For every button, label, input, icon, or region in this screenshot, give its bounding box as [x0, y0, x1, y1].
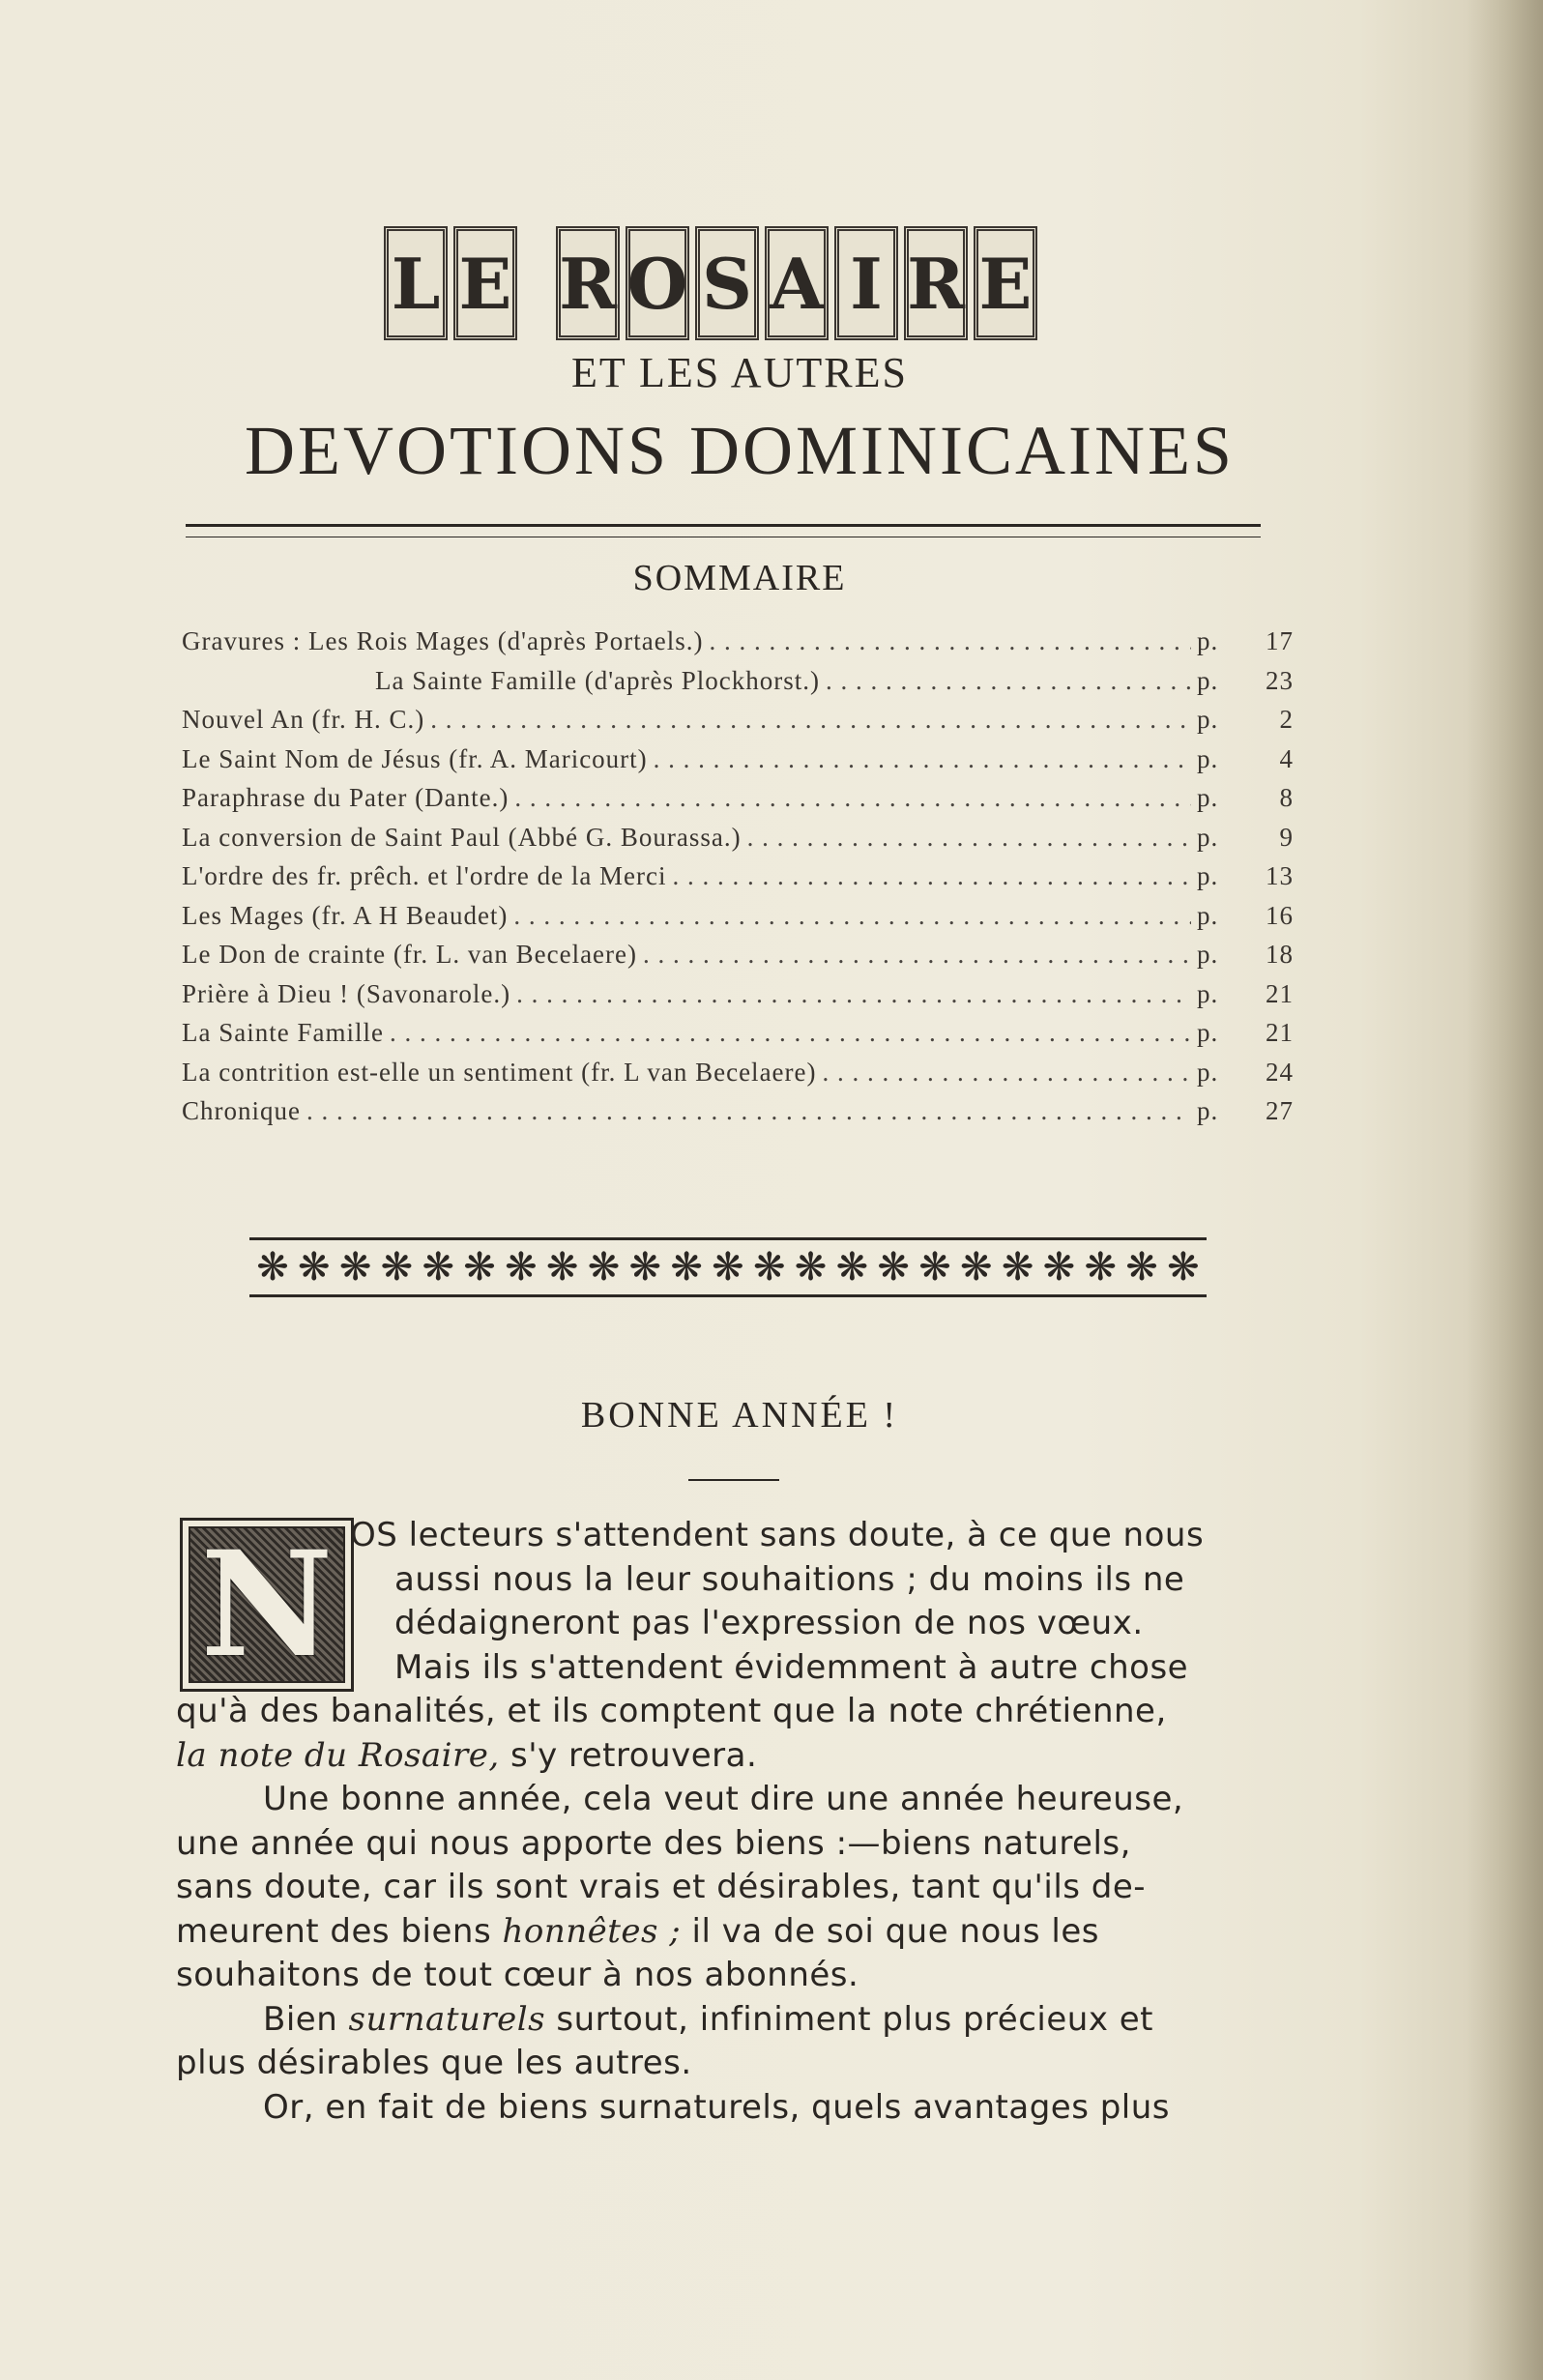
ornament-star-icon: ❋ [1001, 1245, 1034, 1290]
title-letter: R [556, 226, 620, 340]
toc-page-number: 17 [1266, 626, 1294, 655]
italic-phrase: honnêtes ; [502, 1911, 682, 1951]
double-rule-divider [186, 524, 1261, 537]
title-word-rosaire [556, 226, 1037, 340]
text-line-content: OS lecteurs s'attendent sans doute, à ce que nous [350, 1516, 1205, 1554]
toc-entry-title: Paraphrase du Pater (Dante.) [182, 783, 509, 812]
title-letter: O [626, 226, 689, 340]
toc-entry [182, 626, 1294, 666]
text-line-content: dédaigneront pas l'expression de nos vœux. [394, 1604, 1144, 1642]
toc-page-prefix: p. [1197, 743, 1219, 773]
toc-leader-dots [710, 626, 1192, 656]
toc-page-prefix: p. [1197, 978, 1219, 1008]
toc-page-number: 13 [1266, 861, 1294, 890]
ornament-star-icon: ❋ [1167, 1245, 1200, 1290]
sommaire-heading: SOMMAIRE [632, 558, 847, 598]
ornament-star-icon: ❋ [545, 1245, 579, 1290]
toc-leader-dots [823, 1058, 1192, 1088]
ornament-star-icon: ❋ [1042, 1245, 1076, 1290]
toc-page-prefix: p. [1197, 940, 1219, 969]
text-line-content: il va de soi que nous les [681, 1911, 1099, 1951]
toc-entry [182, 901, 1294, 941]
ornament-star-icon: ❋ [712, 1245, 744, 1290]
ornament-star-icon: ❋ [670, 1245, 703, 1290]
toc-page-number: 4 [1279, 743, 1294, 773]
toc-page-prefix: p. [1197, 861, 1219, 890]
title-letter: A [765, 226, 829, 340]
text-line [176, 1558, 1288, 1603]
toc-page-prefix: p. [1197, 1096, 1219, 1125]
toc-entry [182, 1096, 1294, 1136]
text-line-content: aussi nous la leur souhaitions ; du moins ils ne [394, 1559, 1185, 1599]
text-line-content: sans doute, car ils sont vrais et désirables, tant qu'ils de- [176, 1868, 1147, 1906]
toc-leader-dots [516, 979, 1191, 1009]
toc-page-number: 8 [1279, 783, 1294, 812]
toc-entry [182, 1058, 1294, 1097]
toc-leader-dots [306, 1096, 1191, 1126]
toc-page-prefix: p. [1197, 822, 1219, 852]
text-line-content: plus désirables que les autres. [176, 2044, 692, 2082]
text-line-content: une année qui nous apporte des biens :—biens naturels, [176, 1823, 1131, 1863]
text-line [176, 1998, 1288, 2043]
ornament-star-icon: ❋ [918, 1245, 951, 1290]
italic-phrase: la note du Rosaire, [176, 1735, 500, 1775]
text-line [176, 1778, 1288, 1822]
toc-page-number: 21 [1266, 978, 1294, 1008]
toc-page-number: 18 [1266, 940, 1294, 969]
ornament-star-icon: ❋ [1084, 1245, 1117, 1290]
text-line [176, 2042, 1288, 2086]
toc-entry-title: La contrition est-elle un sentiment (fr. L van Becelaere) [182, 1057, 817, 1087]
title-letter: I [834, 226, 898, 340]
ornament-star-icon: ❋ [794, 1245, 828, 1290]
toc-leader-dots [654, 744, 1191, 774]
text-line-content: Bien [263, 1999, 349, 2039]
text-line [176, 1910, 1288, 1955]
ornament-star-icon: ❋ [380, 1245, 414, 1290]
toc-entry [182, 979, 1294, 1019]
text-line-content: Mais ils s'attendent évidemment à autre chose [394, 1647, 1189, 1687]
toc-entry [182, 861, 1294, 901]
toc-entry-title: La conversion de Saint Paul (Abbé G. Bourassa.) [182, 822, 742, 852]
toc-entry [182, 705, 1294, 744]
ornament-star-icon: ❋ [960, 1245, 993, 1290]
text-line [176, 1602, 1288, 1646]
title-letter: R [904, 226, 968, 340]
toc-entry [182, 783, 1294, 823]
toc-page-number: 2 [1279, 705, 1294, 734]
toc-page-number: 27 [1266, 1096, 1294, 1125]
table-of-contents [182, 626, 1294, 1136]
short-rule-divider [688, 1479, 779, 1481]
title-letter: E [453, 226, 517, 340]
toc-entry [182, 744, 1294, 784]
ornament-star-icon: ❋ [587, 1245, 621, 1290]
text-line-content: s'y retrouvera. [499, 1735, 758, 1775]
text-line-content: Une bonne année, cela veut dire une année heureuse, [263, 1780, 1184, 1818]
ornament-star-icon: ❋ [835, 1245, 869, 1290]
article-body [176, 1514, 1288, 2130]
title-letter: L [384, 226, 448, 340]
text-line-content: meurent des biens [176, 1911, 503, 1951]
toc-leader-dots [643, 940, 1191, 970]
toc-page-number: 9 [1279, 822, 1294, 852]
toc-entry-title: Prière à Dieu ! (Savonarole.) [182, 978, 511, 1008]
toc-leader-dots [826, 666, 1191, 696]
ornament-star-icon: ❋ [1125, 1245, 1158, 1290]
toc-page-number: 23 [1266, 665, 1294, 695]
toc-entry [182, 940, 1294, 979]
text-line [176, 1866, 1288, 1910]
toc-entry [182, 1018, 1294, 1058]
text-line [176, 1690, 1288, 1734]
ornament-star-icon: ❋ [298, 1245, 331, 1290]
toc-leader-dots [390, 1018, 1191, 1048]
toc-page-number: 24 [1266, 1057, 1294, 1087]
toc-entry-title: Le Don de crainte (fr. L. van Becelaere) [182, 940, 638, 969]
dropcap-letter: N [200, 1520, 334, 1690]
toc-entry-title: Nouvel An (fr. H. C.) [182, 705, 425, 734]
ornament-star-icon: ❋ [463, 1245, 496, 1290]
text-line [176, 1514, 1288, 1558]
title-letter: S [695, 226, 759, 340]
text-line-content: Or, en fait de biens surnaturels, quels avantages plus [263, 2087, 1171, 2127]
toc-page-number: 16 [1266, 900, 1294, 930]
toc-entry-title: La Sainte Famille [182, 1018, 384, 1047]
italic-phrase: surnaturels [348, 1999, 546, 2039]
subtitle-line-2: DEVOTIONS DOMINICAINES [245, 412, 1235, 489]
toc-page-prefix: p. [1197, 665, 1219, 695]
toc-page-prefix: p. [1197, 783, 1219, 812]
toc-entry-title: Chronique [182, 1096, 301, 1125]
toc-page-prefix: p. [1197, 1057, 1219, 1087]
toc-entry-title: L'ordre des fr. prêch. et l'ordre de la Merci [182, 861, 667, 890]
journal-title [319, 215, 1131, 340]
title-letter: E [974, 226, 1037, 340]
ornament-star-icon: ❋ [628, 1245, 662, 1290]
subtitle-line-1: ET LES AUTRES [571, 349, 908, 396]
toc-page-prefix: p. [1197, 900, 1219, 930]
text-line-content: souhaitons de tout cœur à nos abonnés. [176, 1956, 859, 1994]
text-line-content: surtout, infiniment plus précieux et [545, 1999, 1154, 2039]
article-heading: BONNE ANNÉE ! [580, 1395, 899, 1436]
toc-leader-dots [430, 705, 1191, 735]
text-line [176, 1734, 1288, 1779]
toc-entry-title: La Sainte Famille (d'après Plockhorst.) [375, 665, 821, 695]
ornament-star-icon: ❋ [338, 1245, 372, 1290]
ornament-star-icon: ❋ [256, 1245, 289, 1290]
text-line [176, 1954, 1288, 1998]
ornamental-border-band [249, 1237, 1207, 1297]
title-word-le [384, 226, 517, 340]
text-line [176, 1822, 1288, 1867]
toc-entry [182, 666, 1294, 706]
toc-page-prefix: p. [1197, 705, 1219, 734]
ornament-star-icon: ❋ [877, 1245, 910, 1290]
toc-page-prefix: p. [1197, 1018, 1219, 1047]
toc-leader-dots [514, 783, 1191, 813]
text-line [176, 2086, 1288, 2131]
toc-page-number: 21 [1266, 1018, 1294, 1047]
ornament-star-icon: ❋ [422, 1245, 454, 1290]
toc-leader-dots [513, 901, 1191, 931]
text-line-content: qu'à des banalités, et ils comptent que la note chrétienne, [176, 1692, 1167, 1730]
toc-entry-title: Les Mages (fr. A H Beaudet) [182, 900, 509, 930]
toc-leader-dots [673, 861, 1191, 891]
text-line [176, 1646, 1288, 1691]
toc-leader-dots [747, 823, 1191, 853]
toc-entry-title: Le Saint Nom de Jésus (fr. A. Maricourt) [182, 743, 648, 773]
toc-entry [182, 823, 1294, 862]
ornament-star-icon: ❋ [752, 1245, 786, 1290]
toc-page-prefix: p. [1197, 626, 1219, 655]
ornament-star-icon: ❋ [505, 1245, 538, 1290]
toc-entry-title: Gravures : Les Rois Mages (d'après Portaels.) [182, 626, 704, 655]
